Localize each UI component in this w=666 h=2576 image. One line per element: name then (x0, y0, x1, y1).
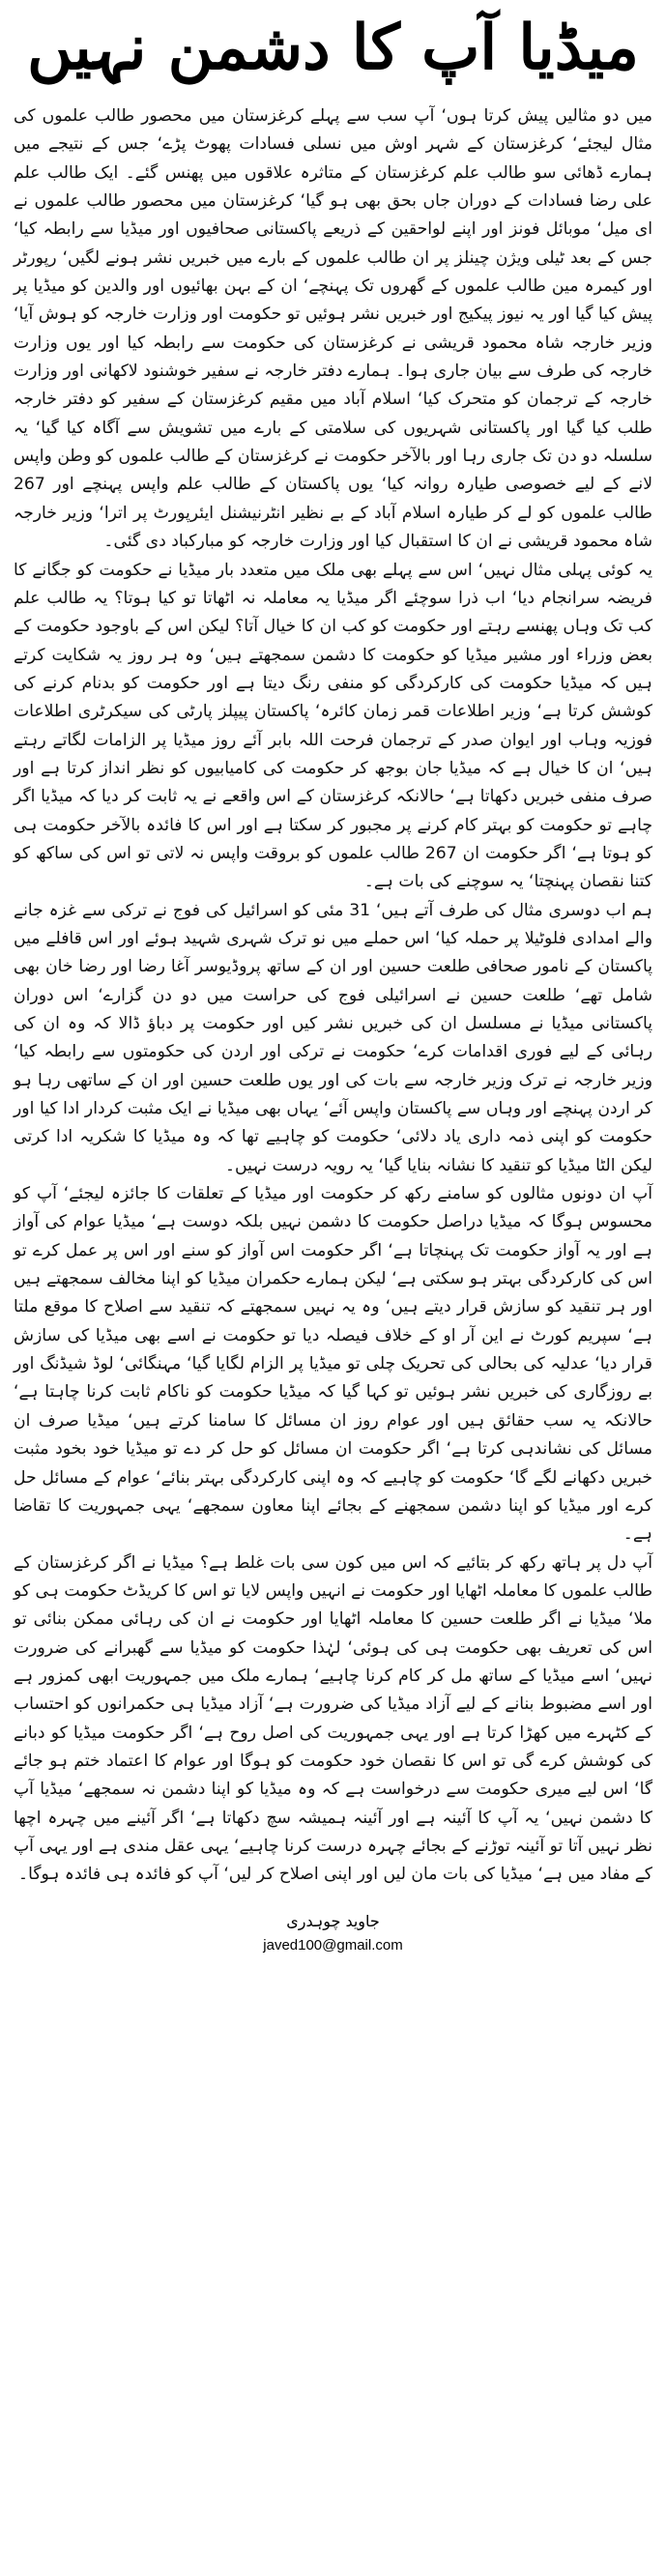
column-headline: میڈیا آپ کا دشمن نہیں (27, 12, 639, 84)
author-signature (14, 1911, 652, 1955)
author-name: جاوید چوہدری (286, 1911, 380, 1930)
article-paragraph: یہ کوئی پہلی مثال نہیں‘ اس سے پہلے بھی ملک میں متعدد بار میڈیا نے حکومت کو جگانے کا فریضہ سرانجام دیا‘ اب ذرا سوچئے اگر میڈیا یہ معاملہ نہ اٹھاتا تو کیا ہوتا؟ یہ طالب علم کب تک وہاں پھنسے رہتے اور حکومت کو کب ان کا خیال آتا؟ لیکن اس کے باوجود حکومت کے بعض وزراء اور مشیر میڈیا کو حکومت کا دشمن سمجھتے ہیں‘ وہ ہر روز یہ شکایت کرتے ہیں کہ میڈیا حکومت کی کارکردگی کو منفی رنگ دیتا ہے اور حکومت کو بدنام کرنے کی کوشش کرتا ہے‘ وزیر اطلاعات قمر زمان کائرہ‘ پاکستان پیپلز پارٹی کی سیکرٹری اطلاعات فوزیہ وہاب اور ایوان صدر کے ترجمان فرحت اللہ بابر آئے روز میڈیا پر الزامات لگاتے رہتے ہیں‘ ان کا خیال ہے کہ میڈیا جان بوجھ کر حکومت کی کامیابیوں کو نظر انداز کرتا ہے اور صرف منفی خبریں دکھاتا ہے‘ حالانکہ کرغزستان کے اس واقعے نے یہ ثابت کر دیا کہ میڈیا اگر چاہے تو حکومت کو بہتر کام کرنے پر مجبور کر سکتا ہے اور اس کا فائدہ بالآخر حکومت ہی کو ہوتا ہے‘ اگر حکومت ان 267 طالب علموں کو بروقت واپس نہ لاتی تو اس کی ساکھ کو کتنا نقصان پہنچتا‘ یہ سوچنے کی بات ہے۔ (14, 560, 653, 892)
article-body (14, 102, 652, 1890)
article-paragraph: آپ ان دونوں مثالوں کو سامنے رکھ کر حکومت اور میڈیا کے تعلقات کا جائزہ لیجئے‘ آپ کو محسوس ہوگا کہ میڈیا دراصل حکومت کا دشمن نہیں بلکہ دوست ہے‘ میڈیا عوام کی آواز ہے اور یہ آواز حکومت تک پہنچاتا ہے‘ اگر حکومت اس آواز کو سنے اور اس پر عمل کرے تو اس کی کارکردگی بہتر ہو سکتی ہے‘ لیکن ہمارے حکمران میڈیا کو اپنا مخالف سمجھتے ہیں اور ہر تنقید کو سازش قرار دیتے ہیں‘ وہ یہ نہیں سمجھتے کہ تنقید سے اصلاح کا موقع ملتا ہے‘ سپریم کورٹ نے این آر او کے خلاف فیصلہ دیا تو حکومت نے اسے بھی میڈیا کی سازش قرار دیا‘ عدلیہ کی بحالی کی تحریک چلی تو میڈیا پر الزام لگایا گیا‘ مہنگائی‘ لوڈ شیڈنگ اور بے روزگاری کی خبریں نشر ہوئیں تو کہا گیا کہ میڈیا حکومت کو ناکام ثابت کرنا چاہتا ہے‘ حالانکہ یہ سب حقائق ہیں اور عوام روز ان مسائل کا سامنا کرتے ہیں‘ میڈیا صرف ان مسائل کی نشاندہی کرتا ہے‘ اگر حکومت ان مسائل کو حل کر دے تو میڈیا خود بخود مثبت خبریں دکھانے لگے گا‘ حکومت کو چاہیے کہ وہ اپنی کارکردگی بہتر بنائے‘ عوام کے مسائل حل کرے اور میڈیا کو اپنا دشمن سمجھنے کے بجائے اپنا معاون سمجھے‘ یہی جمہوریت کا تقاضا ہے۔ (14, 1184, 652, 1545)
article-paragraph: آپ دل پر ہاتھ رکھ کر بتائیے کہ اس میں کون سی بات غلط ہے؟ میڈیا نے اگر کرغزستان کے طالب علموں کا معاملہ اٹھایا اور حکومت نے انہیں واپس لایا تو اس کا کریڈٹ حکومت ہی کو ملا‘ میڈیا نے اگر طلعت حسین کا معاملہ اٹھایا اور حکومت نے ان کی رہائی ممکن بنائی تو اس کی تعریف بھی حکومت ہی کی ہوئی‘ لہٰذا حکومت کو میڈیا سے گھبرانے کی ضرورت نہیں‘ اسے میڈیا کے ساتھ مل کر کام کرنا چاہیے‘ ہمارے ملک میں جمہوریت ابھی کمزور ہے اور اسے مضبوط بنانے کے لیے آزاد میڈیا کی ضرورت ہے‘ آزاد میڈیا ہی حکمرانوں کو احتساب کے کٹہرے میں کھڑا کرتا ہے اور یہی جمہوریت کی اصل روح ہے‘ اگر حکومت میڈیا کو دبانے کی کوشش کرے گی تو اس کا نقصان خود حکومت کو ہوگا اور عوام کا اعتماد ختم ہو جائے گا‘ اس لیے میری حکومت سے درخواست ہے کہ وہ میڈیا کو اپنا دشمن نہ سمجھے‘ میڈیا آپ کا دشمن نہیں‘ یہ آپ کا آئینہ ہے اور آئینہ ہمیشہ سچ دکھاتا ہے‘ اگر آئینے میں چہرہ اچھا نظر نہیں آتا تو آئینہ توڑنے کے بجائے چہرہ درست کرنا چاہیے‘ یہی عقل مندی ہے اور یہی آپ کے مفاد میں ہے‘ میڈیا کی بات مان لیں اور اپنی اصلاح کر لیں‘ آپ کو فائدہ ہی فائدہ ہوگا۔ (14, 1552, 652, 1885)
author-email[interactable]: javed100@gmail.com (263, 1936, 403, 1954)
article-paragraph: ہم اب دوسری مثال کی طرف آتے ہیں‘ 31 مئی کو اسرائیل کی فوج نے ترکی سے غزہ جانے والے امدادی فلوٹیلا پر حملہ کیا‘ اس حملے میں نو ترک شہری شہید ہوئے اور اس قافلے میں پاکستان کے نامور صحافی طلعت حسین اور ان کے ساتھ پروڈیوسر آغا رضا اور رضا خان بھی شامل تھے‘ طلعت حسین نے اسرائیلی فوج کی حراست میں دو دن گزارے‘ اس دوران پاکستانی میڈیا نے مسلسل ان کی خبریں نشر کیں اور حکومت پر دباؤ ڈالا کہ وہ ان کی رہائی کے لیے فوری اقدامات کرے‘ حکومت نے ترکی اور اردن کی حکومتوں سے رابطہ کیا‘ وزیر خارجہ نے ترک وزیر خارجہ سے بات کی اور یوں طلعت حسین اور ان کے ساتھی رہا ہو کر اردن پہنچے اور وہاں سے پاکستان واپس آئے‘ یہاں بھی میڈیا نے ایک مثبت کردار ادا کیا اور حکومت کو اپنی ذمہ داری یاد دلائی‘ حکومت کو چاہیے تھا کہ وہ میڈیا کا شکریہ ادا کرتی لیکن الٹا میڈیا کو تنقید کا نشانہ بنایا گیا‘ یہ رویہ درست نہیں۔ (14, 900, 652, 1175)
article-paragraph: میں دو مثالیں پیش کرتا ہوں‘ آپ سب سے پہلے کرغزستان میں محصور طالب علموں کی مثال لیجئے‘ کرغزستان کے شہر اوش میں نسلی فسادات پھوٹ پڑے‘ جس کے نتیجے میں ہمارے ڈھائی سو طالب علم کرغزستان کے متاثرہ علاقوں میں پھنس گئے۔ ایک طالب علم علی رضا فسادات کے دوران جاں بحق بھی ہو گیا‘ کرغزستان میں محصور طالب علموں نے ای میل‘ موبائل فونز اور اپنے لواحقین کے ذریعے پاکستانی صحافیوں اور میڈیا سے رابطہ کیا‘ جس کے بعد ٹیلی ویژن چینلز پر ان طالب علموں کے بارے میں خبریں نشر ہونے لگیں‘ رپورٹر اور کیمرہ مین طالب علموں کے گھروں تک پہنچے‘ ان کے بہن بھائیوں اور والدین کو میڈیا پر پیش کیا گیا اور یہ نیوز پیکیج اور خبریں نشر ہوئیں تو حکومت اور وزارت خارجہ کو ہوش آیا‘ وزیر خارجہ شاہ محمود قریشی نے کرغزستان کی حکومت سے رابطہ کیا اور یوں وزارت خارجہ کی طرف سے بیان جاری ہوا۔ ہمارے دفتر خارجہ نے سفیر خوشنود لاکھانی اور وزارت خارجہ کے ترجمان کو متحرک کیا‘ اسلام آباد میں مقیم کرغزستان کے سفیر کو دفتر خارجہ طلب کیا گیا اور پاکستانی شہریوں کی سلامتی کے بارے میں تشویش سے آگاہ کیا گیا‘ یہ سلسلہ دو دن تک جاری رہا اور بالآخر حکومت نے کرغزستان کے طالب علموں کو وطن واپس لانے کے لیے خصوصی طیارہ روانہ کیا‘ یوں پاکستان کے طالب علم واپس پہنچے اور 267 طالب علموں کو لے کر طیارہ اسلام آباد کے بے نظیر انٹرنیشنل ایئرپورٹ پر اترا‘ وزیر خارجہ شاہ محمود قریشی نے ان کا استقبال کیا اور وزارت خارجہ کو مبارکباد دی گئی۔ (14, 106, 652, 552)
